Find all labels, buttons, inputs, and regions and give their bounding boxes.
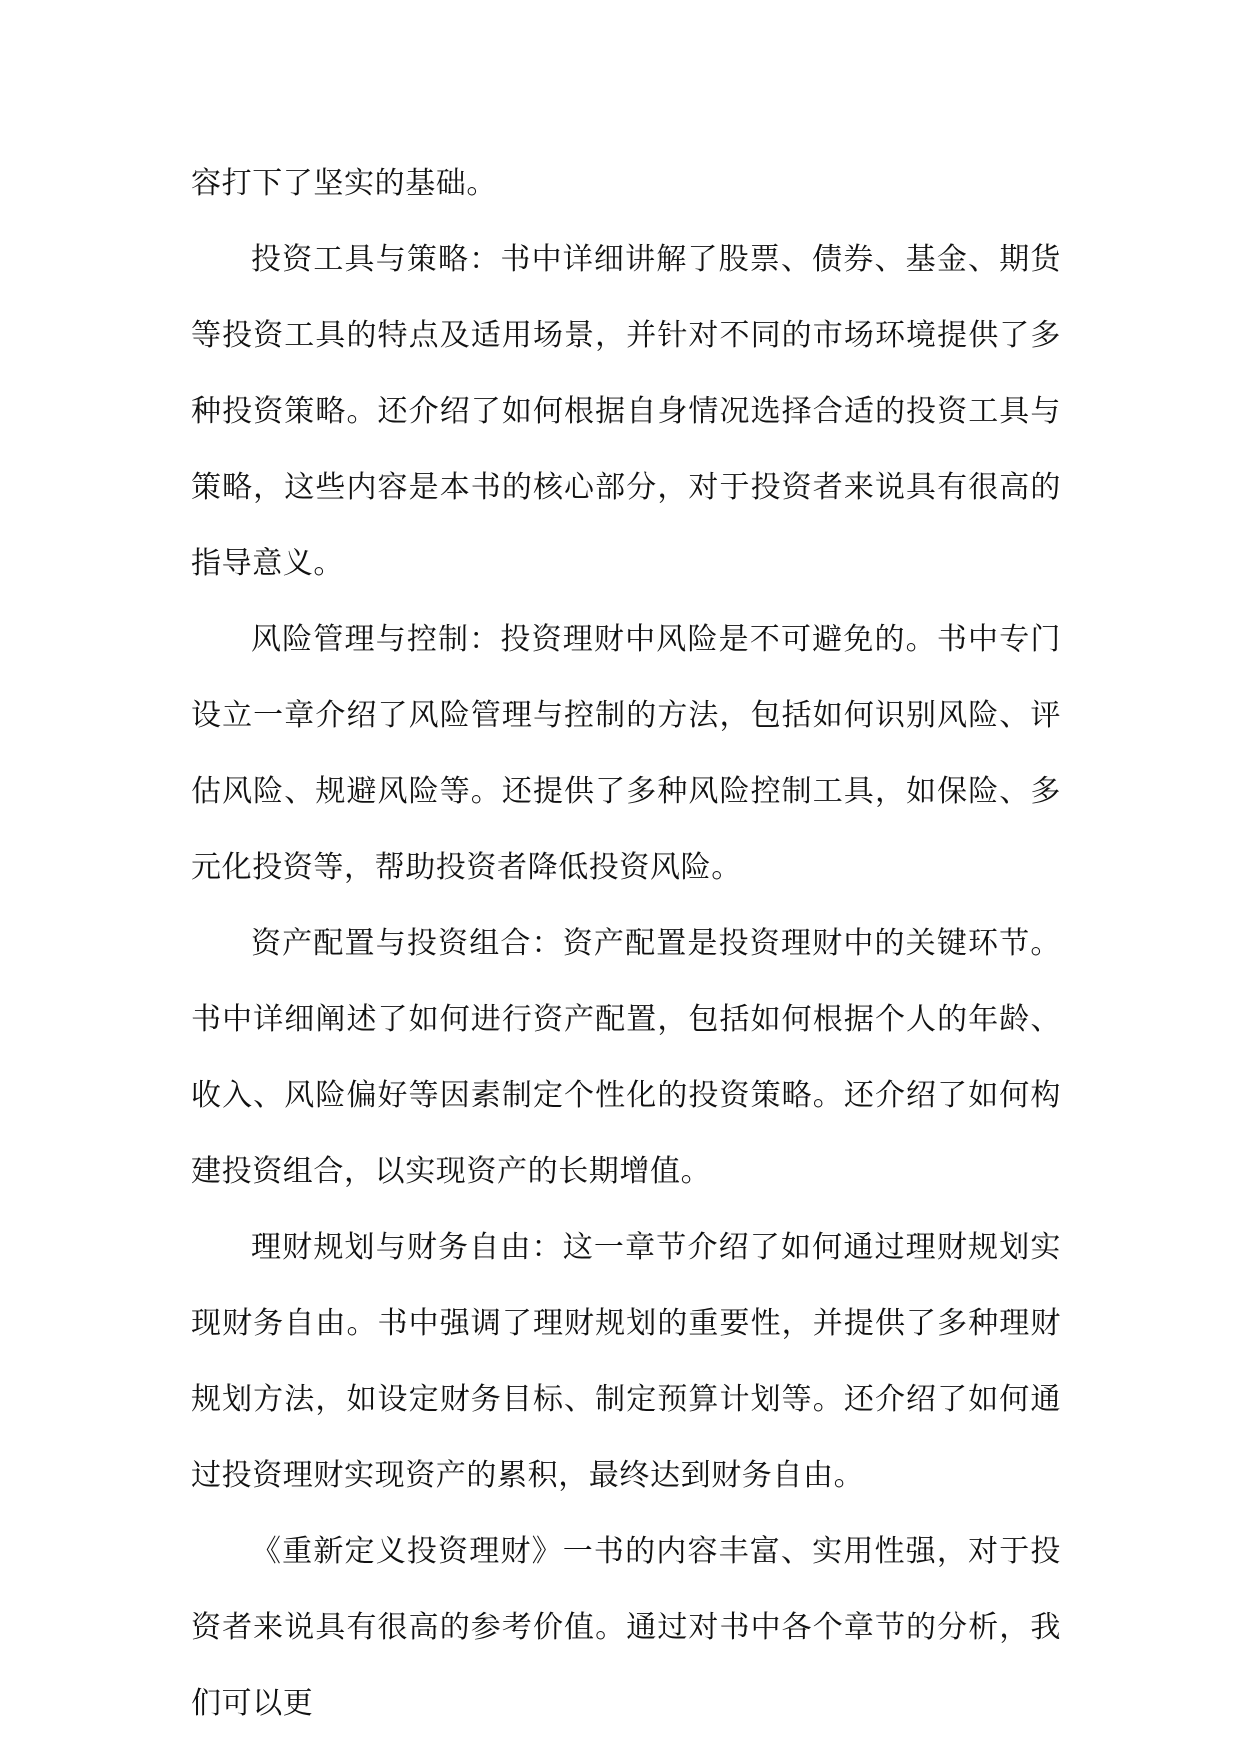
paragraph-asset-allocation: 资产配置与投资组合：资产配置是投资理财中的关键环节。书中详细阐述了如何进行资产配置，包括如何根据个人的年龄、收入、风险偏好等因素制定个性化的投资策略。还介绍了如何构建投资组合，以实现资产的长期增值。 [191, 926, 1061, 1189]
document-body [191, 146, 1061, 1742]
paragraph-risk-management: 风险管理与控制：投资理财中风险是不可避免的。书中专门设立一章介绍了风险管理与控制的方法，包括如何识别风险、评估风险、规避风险等。还提供了多种风险控制工具，如保险、多元化投资等，帮助投资者降低投资风险。 [191, 622, 1061, 885]
paragraph-continuation: 容打下了坚实的基础。 [191, 166, 497, 201]
paragraph-investment-tools: 投资工具与策略：书中详细讲解了股票、债券、基金、期货等投资工具的特点及适用场景，并针对不同的市场环境提供了多种投资策略。还介绍了如何根据自身情况选择合适的投资工具与策略，这些内容是本书的核心部分，对于投资者来说具有很高的指导意义。 [191, 242, 1061, 581]
paragraph-book-summary: 《重新定义投资理财》一书的内容丰富、实用性强，对于投资者来说具有很高的参考价值。通过对书中各个章节的分析，我们可以更 [191, 1534, 1061, 1721]
paragraph-financial-planning: 理财规划与财务自由：这一章节介绍了如何通过理财规划实现财务自由。书中强调了理财规划的重要性，并提供了多种理财规划方法，如设定财务目标、制定预算计划等。还介绍了如何通过投资理财实现资产的累积，最终达到财务自由。 [191, 1230, 1061, 1493]
